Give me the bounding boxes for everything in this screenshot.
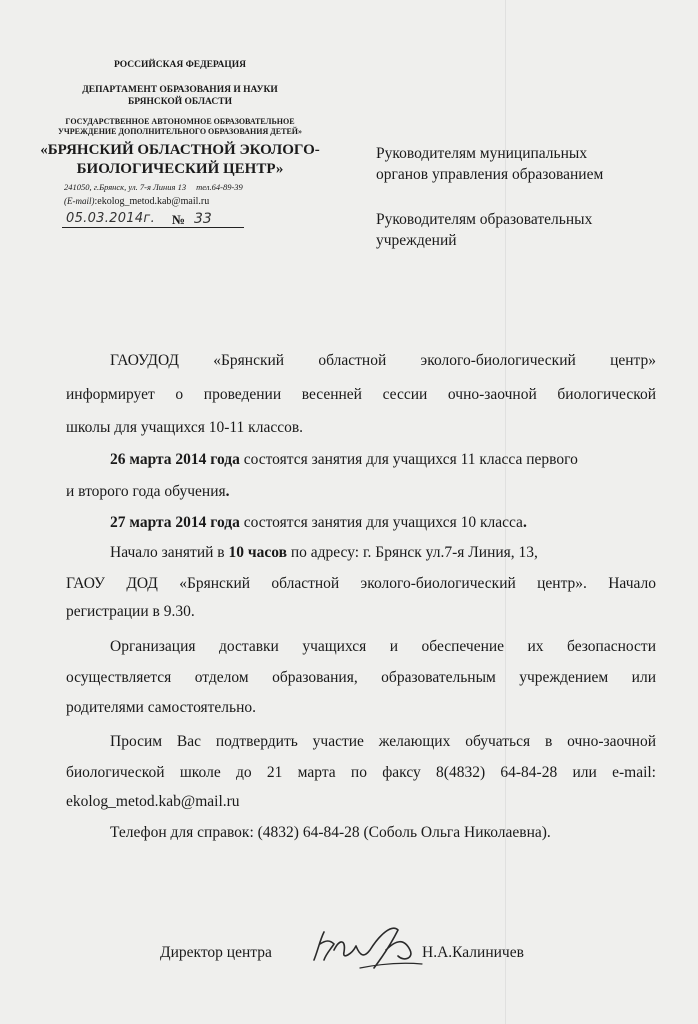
body-period: . (522, 514, 527, 531)
date-highlight: 26 марта 2014 года (110, 451, 240, 468)
body-line: осуществляется отделом образования, образовательным учреждением или (66, 669, 656, 686)
body-line: Телефон для справок: (4832) 64-84-28 (Соболь Ольга Николаевна). (110, 824, 551, 841)
registration-number: 33 (194, 211, 212, 227)
letterhead-country: РОССИЙСКАЯ ФЕДЕРАЦИЯ (113, 60, 247, 70)
addressee-institutions (376, 209, 592, 251)
body-line: ГАОУ ДОД «Брянский областной эколого-биологический центр». Начало (66, 575, 656, 592)
body-line (66, 542, 656, 564)
email-address: :ekolog_metod.kab@mail.ru (94, 196, 210, 207)
body-line: Организация доставки учащихся и обеспечение их безопасности (110, 638, 656, 655)
body-line: информирует о проведении весенней сессии очно-заочной биологической (66, 386, 656, 403)
signature-name: Н.А.Калиничев (422, 944, 524, 961)
date-highlight: 27 марта 2014 года (110, 514, 240, 531)
body-text: состоятся занятия для учащихся 10 класса (239, 514, 523, 531)
body-line: Просим Вас подтвердить участие желающих обучаться в очно-заочной (110, 733, 656, 750)
phone-text: тел.64-89-39 (196, 182, 243, 192)
addressee-municipal-line1: Руководителям муниципальных (376, 145, 588, 162)
center-line1: «БРЯНСКИЙ ОБЛАСТНОЙ ЭКОЛОГО- (40, 142, 320, 158)
body-text: по адресу: г. Брянск ул.7-я Линия, 13, (286, 544, 538, 561)
body-line: родителями самостоятельно. (66, 699, 257, 716)
center-line2: БИОЛОГИЧЕСКИЙ ЦЕНТР» (76, 160, 284, 177)
address-text: 241050, г.Брянск, ул. 7-я Линия 13 (64, 182, 187, 192)
addressee-municipal (376, 143, 603, 185)
letterhead-email (64, 196, 209, 207)
addressee-institutions-line1: Руководителям образовательных (376, 211, 593, 228)
body-line: ГАОУДОД «Брянский областной эколого-биологический центр» (110, 352, 656, 369)
department-line2: БРЯНСКОЙ ОБЛАСТИ (127, 96, 232, 107)
email-label: (E-mail) (64, 196, 95, 206)
body-period: . (225, 483, 230, 500)
institution-line1: ГОСУДАРСТВЕННОЕ АВТОНОМНОЕ ОБРАЗОВАТЕЛЬНОЕ (65, 117, 295, 126)
body-text: состоятся занятия для учащихся 11 класса первого (239, 451, 578, 468)
letterhead-center-name (30, 141, 330, 178)
body-line: регистрации в 9.30. (66, 603, 195, 620)
letterhead-address (64, 182, 243, 192)
body-line: биологической школе до 21 марта по факсу 8(4832) 64-84-28 или e-mail: (66, 764, 656, 781)
letterhead-institution (30, 117, 330, 137)
body-line (66, 449, 656, 471)
department-line1: ДЕПАРТАМЕНТ ОБРАЗОВАНИЯ И НАУКИ (82, 85, 278, 95)
body-text: и второго года обучения (66, 483, 226, 500)
time-highlight: 10 часов (228, 544, 287, 561)
registration-date: 05.03.2014г. (66, 211, 155, 226)
body-line: ekolog_metod.kab@mail.ru (66, 793, 240, 810)
registration-line (62, 211, 244, 228)
addressee-municipal-line2: органов управления образованием (376, 166, 604, 183)
letterhead-department (30, 85, 330, 108)
handwritten-signature (300, 910, 430, 980)
registration-number-sign: № (172, 212, 186, 227)
signature-title: Директор центра (160, 944, 272, 961)
body-line (66, 481, 656, 503)
institution-line2: УЧРЕЖДЕНИЕ ДОПОЛНИТЕЛЬНОГО ОБРАЗОВАНИЯ ДЕТЕЙ» (57, 127, 302, 136)
body-text: Начало занятий в (110, 544, 229, 561)
body-line (66, 512, 656, 534)
body-line: школы для учащихся 10-11 классов. (66, 419, 304, 436)
addressee-institutions-line2: учреждений (376, 232, 457, 249)
